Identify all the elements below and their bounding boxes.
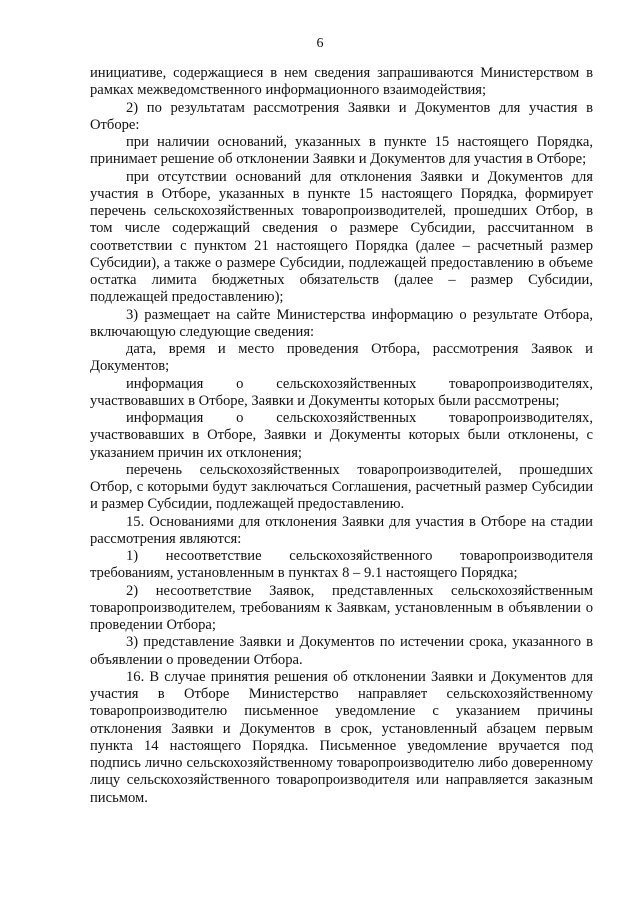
paragraph-reason-1: 1) несоответствие сельскохозяйственного товаропроизводителя требованиям, установленным в пунктах 8 – 9.1 настоящего Порядка; — [90, 548, 593, 582]
paragraph-reviewed-info: информация о сельскохозяйственных товаропроизводителях, участвовавших в Отборе, Заявки и Документы которых были рассмотрены; — [90, 375, 593, 409]
page-number: 6 — [316, 36, 324, 51]
paragraph-section-16: 16. В случае принятия решения об отклонении Заявки и Документов для участия в Отборе Министерство направляет сельскохозяйственному товаропроизводителю письменное уведомление с указанием причины отклонения Заявки и Документов в срок, установленный абзацем первым пункта 14 настоящего Порядка. Письменное уведомление вручается под подпись лично сельскохозяйственному товаропроизводителю либо доверенному лицу сельскохозяйственного товаропроизводителя или направляется заказным письмом. — [90, 668, 593, 806]
paragraph-reason-3: 3) представление Заявки и Документов по истечении срока, указанного в объявлении о проведении Отбора. — [90, 634, 593, 668]
document-body — [90, 65, 593, 807]
paragraph-item-2: 2) по результатам рассмотрения Заявки и Документов для участия в Отборе: — [90, 99, 593, 133]
paragraph-rejected-info: информация о сельскохозяйственных товаропроизводителях, участвовавших в Отборе, Заявки и Документы которых были отклонены, с указанием причин их отклонения; — [90, 410, 593, 461]
paragraph-grounds-absent: при отсутствии оснований для отклонения Заявки и Документов для участия в Отборе, указанных в пункте 15 настоящего Порядка, формирует перечень сельскохозяйственных товаропроизводителей, прошедших Отбор, в том числе содержащий сведения о размере Субсидии, рассчитанном в соответствии с пунктом 21 настоящего Порядка (далее – расчетный размер Субсидии), а также о размере Субсидии, подлежащей предоставлению в объеме остатка лимита бюджетных обязательств (далее – размер Субсидии, подлежащей предоставлению); — [90, 168, 593, 306]
paragraph-reason-2: 2) несоответствие Заявок, представленных сельскохозяйственным товаропроизводителем, требованиям к Заявкам, установленным в объявлении о проведении Отбора; — [90, 582, 593, 633]
paragraph-section-15: 15. Основаниями для отклонения Заявки для участия в Отборе на стадии рассмотрения являются: — [90, 513, 593, 547]
paragraph-selected-list: перечень сельскохозяйственных товаропроизводителей, прошедших Отбор, с которыми будут заключаться Соглашения, расчетный размер Субсидии и размер Субсидии, подлежащей предоставлению. — [90, 461, 593, 513]
paragraph-item-3: 3) размещает на сайте Министерства информацию о результате Отбора, включающую следующие сведения: — [90, 306, 593, 340]
paragraph-grounds-present: при наличии оснований, указанных в пункте 15 настоящего Порядка, принимает решение об отклонении Заявки и Документов для участия в Отборе; — [90, 134, 593, 168]
paragraph-continuation: инициативе, содержащиеся в нем сведения запрашиваются Министерством в рамках межведомственного информационного взаимодействия; — [90, 65, 593, 99]
paragraph-date-time: дата, время и место проведения Отбора, рассмотрения Заявок и Документов; — [90, 341, 593, 375]
